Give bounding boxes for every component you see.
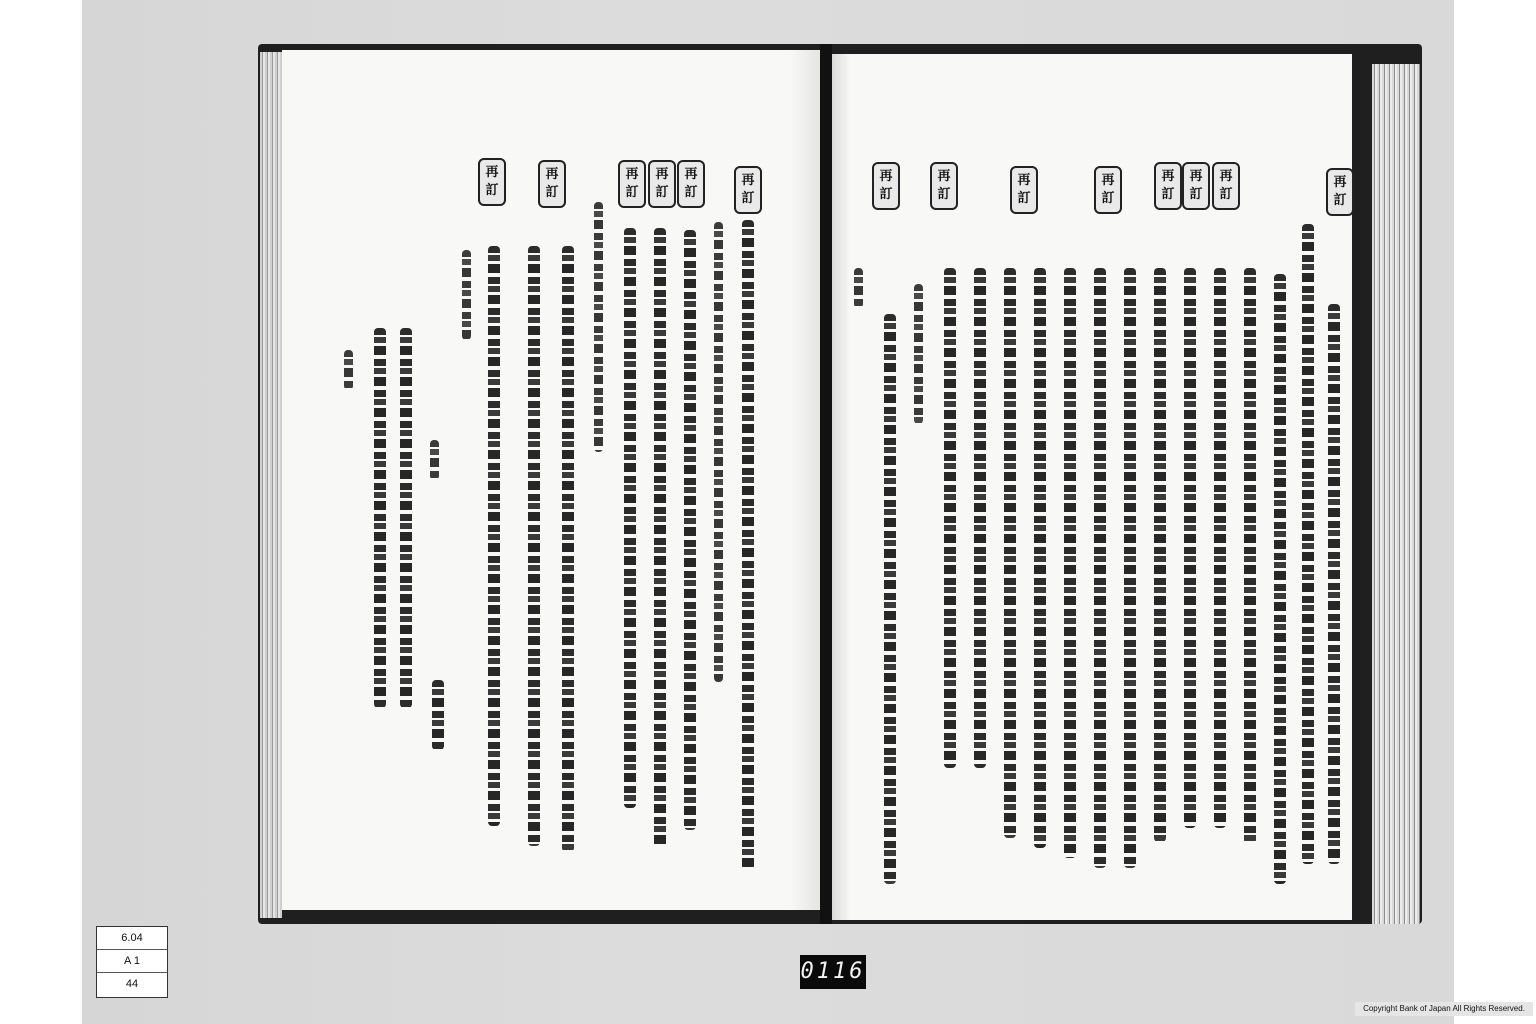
revision-stamp: 再 訂 bbox=[872, 162, 900, 210]
handwritten-column bbox=[1244, 268, 1256, 844]
label-classification: 6.04 bbox=[97, 927, 167, 950]
revision-stamp: 再 訂 bbox=[648, 160, 676, 208]
handwritten-column bbox=[562, 246, 574, 852]
handwritten-column bbox=[684, 230, 696, 830]
handwritten-column bbox=[528, 246, 540, 846]
revision-stamp: 再 訂 bbox=[1182, 162, 1210, 210]
handwritten-column bbox=[624, 228, 636, 808]
handwritten-column bbox=[1124, 268, 1136, 868]
copyright-notice: Copyright Bank of Japan All Rights Reserved. bbox=[1355, 1002, 1533, 1016]
revision-stamp: 再 訂 bbox=[677, 160, 705, 208]
handwritten-column bbox=[488, 246, 500, 826]
book-gutter bbox=[820, 44, 832, 924]
handwritten-column bbox=[914, 284, 923, 424]
handwritten-column bbox=[1154, 268, 1166, 842]
handwritten-column bbox=[1328, 304, 1340, 864]
revision-stamp: 再 訂 bbox=[1212, 162, 1240, 210]
revision-stamp: 再 訂 bbox=[1154, 162, 1182, 210]
handwritten-column bbox=[974, 268, 986, 768]
revision-stamp: 再 訂 bbox=[1094, 166, 1122, 214]
handwritten-column bbox=[374, 328, 386, 708]
handwritten-column bbox=[854, 268, 863, 308]
handwritten-column bbox=[400, 328, 412, 708]
handwritten-column bbox=[742, 220, 754, 870]
handwritten-column bbox=[654, 228, 666, 848]
label-volume: 44 bbox=[125, 978, 139, 990]
handwritten-column bbox=[944, 268, 956, 768]
handwritten-column bbox=[462, 250, 471, 340]
handwritten-column bbox=[432, 680, 444, 750]
handwritten-column bbox=[430, 440, 439, 480]
left-page bbox=[282, 50, 820, 910]
revision-stamp: 再 訂 bbox=[538, 160, 566, 208]
right-page bbox=[832, 54, 1352, 920]
open-ledger-book bbox=[258, 44, 1422, 924]
revision-stamp: 再 訂 bbox=[618, 160, 646, 208]
handwritten-column bbox=[1302, 224, 1314, 864]
page-edge-right bbox=[1372, 64, 1420, 924]
archive-label-card bbox=[96, 926, 168, 998]
handwritten-column bbox=[1034, 268, 1046, 848]
frame-number: 0116 bbox=[800, 955, 866, 989]
handwritten-column bbox=[1184, 268, 1196, 828]
label-series: A 1 bbox=[97, 950, 167, 973]
handwritten-column bbox=[1274, 274, 1286, 884]
handwritten-column bbox=[1064, 268, 1076, 858]
handwritten-column bbox=[344, 350, 353, 390]
page-edge-left bbox=[260, 52, 282, 918]
revision-stamp: 再 訂 bbox=[734, 166, 762, 214]
handwritten-column bbox=[1214, 268, 1226, 828]
handwritten-column bbox=[1094, 268, 1106, 868]
revision-stamp: 再 訂 bbox=[1010, 166, 1038, 214]
revision-stamp: 再 訂 bbox=[930, 162, 958, 210]
handwritten-column bbox=[714, 222, 723, 682]
handwritten-column bbox=[594, 202, 603, 452]
handwritten-column bbox=[884, 314, 896, 884]
handwritten-column bbox=[1004, 268, 1016, 838]
revision-stamp: 再 訂 bbox=[1326, 168, 1354, 216]
revision-stamp: 再 訂 bbox=[478, 158, 506, 206]
